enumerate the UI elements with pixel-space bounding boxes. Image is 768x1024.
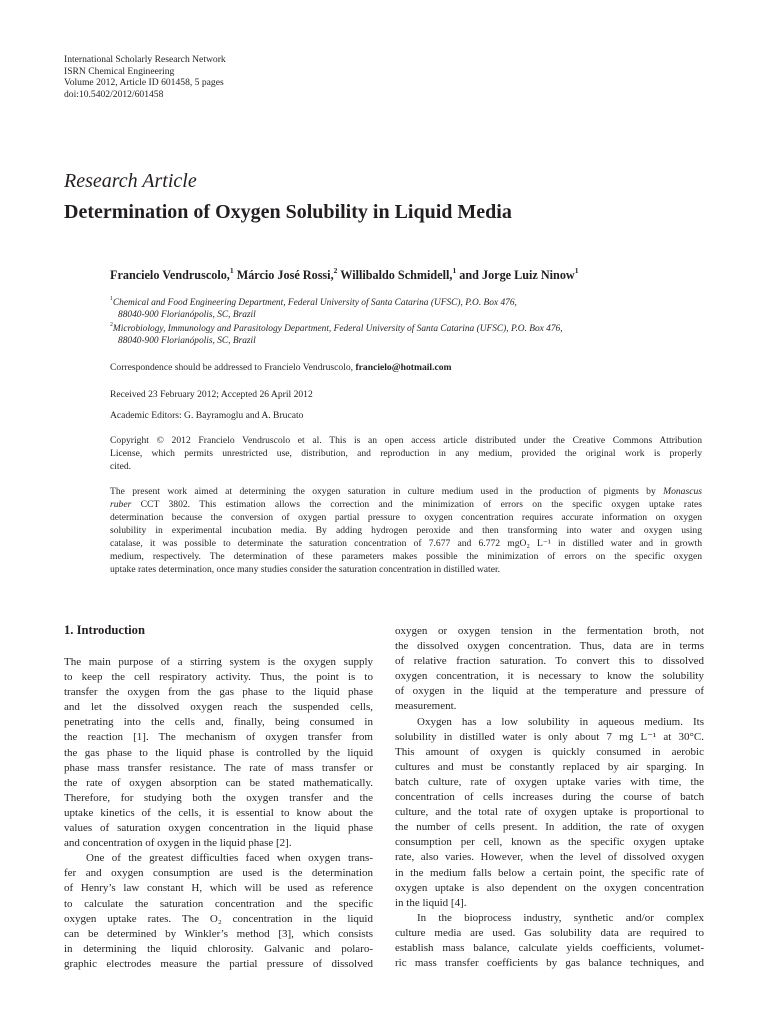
body-text-line: of Henry’s law constant H, which will be used as reference [64, 882, 373, 895]
copyright-line: License, which permits unrestricted use, distribution, and reproduction in any medium, provided the original work is properly [110, 448, 702, 459]
affiliation-number: 2 [110, 322, 113, 329]
body-text-line: in the liquid [4]. [395, 896, 467, 909]
body-text-line: transfer the oxygen from the gas phase to the liquid phase [64, 686, 373, 699]
abstract-line: The present work aimed at determining the oxygen saturation in culture medium used in the production of pigments by Monascus [110, 486, 702, 497]
body-text-line: and let the dissolved oxygen reach the suspended cells, [64, 701, 373, 714]
paper-title: Determination of Oxygen Solubility in Liquid Media [64, 201, 512, 223]
body-text-line: cultures and must be constantly replaced by air sparging. In [395, 760, 704, 773]
body-text-line: values of saturation oxygen concentration in the liquid phase [64, 822, 373, 835]
body-text-line: consumption per cell, known as the specific oxygen uptake [395, 836, 704, 849]
body-text-line: to keep the cell respiratory activity. Thus, the point is to [64, 671, 373, 684]
received-dates: Received 23 February 2012; Accepted 26 April 2012 [110, 389, 313, 400]
correspondence-email[interactable]: francielo@hotmail.com [355, 362, 452, 373]
body-text-line: ric mass transfer coefficients by gas balance techniques, and [395, 957, 704, 970]
author-affiliation-mark: 1 [574, 266, 579, 276]
body-text-line: the number of cells present. In addition, the rate of oxygen [395, 821, 704, 834]
author-affiliation-mark: 1 [452, 266, 457, 276]
body-text-line: oxygen uptake is also dependent on the oxygen concentration [395, 881, 704, 894]
body-text-line: culture media are used. Gas solubility data are required to [395, 926, 704, 939]
author-name: Jorge Luiz Ninow [481, 268, 575, 282]
academic-editors: Academic Editors: G. Bayramoglu and A. Brucato [110, 410, 304, 421]
abstract [110, 485, 702, 576]
correspondence-text: Correspondence should be addressed to Francielo Vendruscolo, [110, 362, 356, 373]
body-text-line: and concentration of oxygen in the liquid phase [2]. [64, 837, 292, 850]
author-affiliation-mark: 2 [333, 266, 338, 276]
body-column-left [64, 655, 373, 972]
body-text-line: can be determined by Winkler’s method [3], which consists [64, 927, 373, 940]
affiliation-1 [110, 297, 517, 321]
affiliation-2 [110, 323, 563, 347]
body-text-line: the rate of oxygen absorption can be stated mathematically. [64, 776, 373, 789]
affiliation-number: 1 [110, 296, 113, 303]
body-text-line: of relative fraction saturation. To convert this to dissolved [395, 655, 704, 668]
body-text-line: the reaction [1]. The mechanism of oxygen transfer from [64, 731, 373, 744]
body-text-line: concentration of cells increases during the course of batch [395, 791, 704, 804]
journal-name: ISRN Chemical Engineering [64, 65, 175, 77]
body-text-line: solubility in distilled water is only about 7 mg L⁻¹ at 30°C. [395, 730, 704, 743]
body-text-line: culture, and the total rate of oxygen uptake is proportional to [395, 806, 704, 819]
body-text-line: One of the greatest difficulties faced when oxygen trans- [86, 852, 373, 865]
journal-doi[interactable]: doi:10.5402/2012/601458 [64, 88, 164, 100]
journal-volume: Volume 2012, Article ID 601458, 5 pages [64, 77, 224, 89]
article-type: Research Article [64, 170, 197, 192]
body-text-line: batch culture, rate of oxygen uptake varies with time, the [395, 775, 704, 788]
body-text-line: oxygen concentration, it is necessary to know the solubility [395, 670, 704, 683]
journal-header [64, 54, 226, 100]
body-text-line: to calculate the saturation concentration and the specific [64, 897, 373, 910]
abstract-line: solubility in experimental incubation media. By adding hydrogen peroxide and then transforming into water and oxygen using [110, 525, 702, 536]
body-column-right [395, 624, 704, 971]
affiliation-line: 88040-900 Florianópolis, SC, Brazil [118, 336, 256, 346]
body-text-line: in the medium falls below a certain point, the specific rate of [395, 866, 704, 879]
abstract-line: determination because the conversion of oxygen partial pressure to oxygen concentration requires accurate information on oxygen [110, 512, 702, 523]
author-name: Willibaldo Schmidell, [340, 268, 453, 282]
abstract-line: uptake rates determination, once many studies consider the saturation concentration in distilled water. [110, 564, 501, 575]
body-text-line: Therefore, for studying both the oxygen transfer and the [64, 791, 373, 804]
correspondence [110, 362, 452, 374]
body-text-line: uptake kinetics of the cells, it is essential to know about the [64, 806, 373, 819]
body-text-line: oxygen uptake rates. The O₂ concentration in the liquid [64, 912, 373, 925]
body-text-line: graphic electrodes measure the partial pressure of dissolved [64, 957, 373, 970]
abstract-line: catalase, it was possible to determinate the saturation concentration of 7.677 and 6.772 mgO₂ L⁻¹ in distilled water and in growth [110, 538, 702, 549]
author-name: Francielo Vendruscolo, [110, 268, 230, 282]
author-list [110, 268, 579, 283]
journal-network: International Scholarly Research Network [64, 54, 226, 65]
author-affiliation-mark: 1 [229, 266, 234, 276]
copyright-line: Copyright © 2012 Francielo Vendruscolo et al. This is an open access article distributed under the Creative Commons Attribution [110, 435, 702, 446]
body-text-line: The main purpose of a stirring system is the oxygen supply [64, 656, 373, 668]
body-text-line: of oxygen in the liquid at the temperature and pressure of [395, 685, 704, 698]
body-text-line: oxygen or oxygen tension in the fermentation broth, not [395, 625, 704, 637]
abstract-line: ruber CCT 3802. This estimation allows the correction and the minimization of errors on the specific oxygen uptake rates [110, 499, 702, 510]
body-text-line: in determining the liquid chlorosity. Galvanic and polaro- [64, 942, 373, 955]
copyright-line: cited. [110, 461, 132, 472]
section-heading: 1. Introduction [64, 623, 145, 637]
body-text-line: This amount of oxygen is quickly consumed in aerobic [395, 745, 704, 758]
copyright-notice [110, 434, 702, 473]
body-text-line: measurement. [395, 700, 457, 713]
author-separator: and [456, 268, 482, 282]
body-text-line: Oxygen has a low solubility in aqueous medium. Its [417, 715, 704, 728]
body-text-line: the gas phase to the liquid phase is controlled by the liquid [64, 746, 373, 759]
body-text-line: the dissolved oxygen concentration. Thus, data are in terms [395, 640, 704, 653]
abstract-line: medium, respectively. The determination of these parameters makes possible the minimization of errors on the specific oxygen [110, 551, 702, 562]
affiliation-line: Chemical and Food Engineering Department, Federal University of Santa Catarina (UFSC), P.O. Box 476, [112, 298, 517, 308]
author-name: Márcio José Rossi, [236, 268, 334, 282]
affiliation-line: 88040-900 Florianópolis, SC, Brazil [118, 310, 256, 320]
body-text-line: phase mass transfer resistance. The rate of mass transfer or [64, 761, 373, 774]
affiliation-line: Microbiology, Immunology and Parasitology Department, Federal University of Santa Catarina (UFSC), P.O. Box 476, [112, 324, 563, 334]
body-text-line: rate, also varies. However, when the level of dissolved oxygen [395, 851, 704, 864]
body-text-line: penetrating into the cells and, finally, being consumed in [64, 716, 373, 729]
body-text-line: fer and oxygen consumption are used is the determination [64, 867, 373, 880]
body-text-line: In the bioprocess industry, synthetic and/or complex [417, 911, 704, 924]
body-text-line: establish mass balance, calculate yields coefficients, volumet- [395, 941, 704, 954]
